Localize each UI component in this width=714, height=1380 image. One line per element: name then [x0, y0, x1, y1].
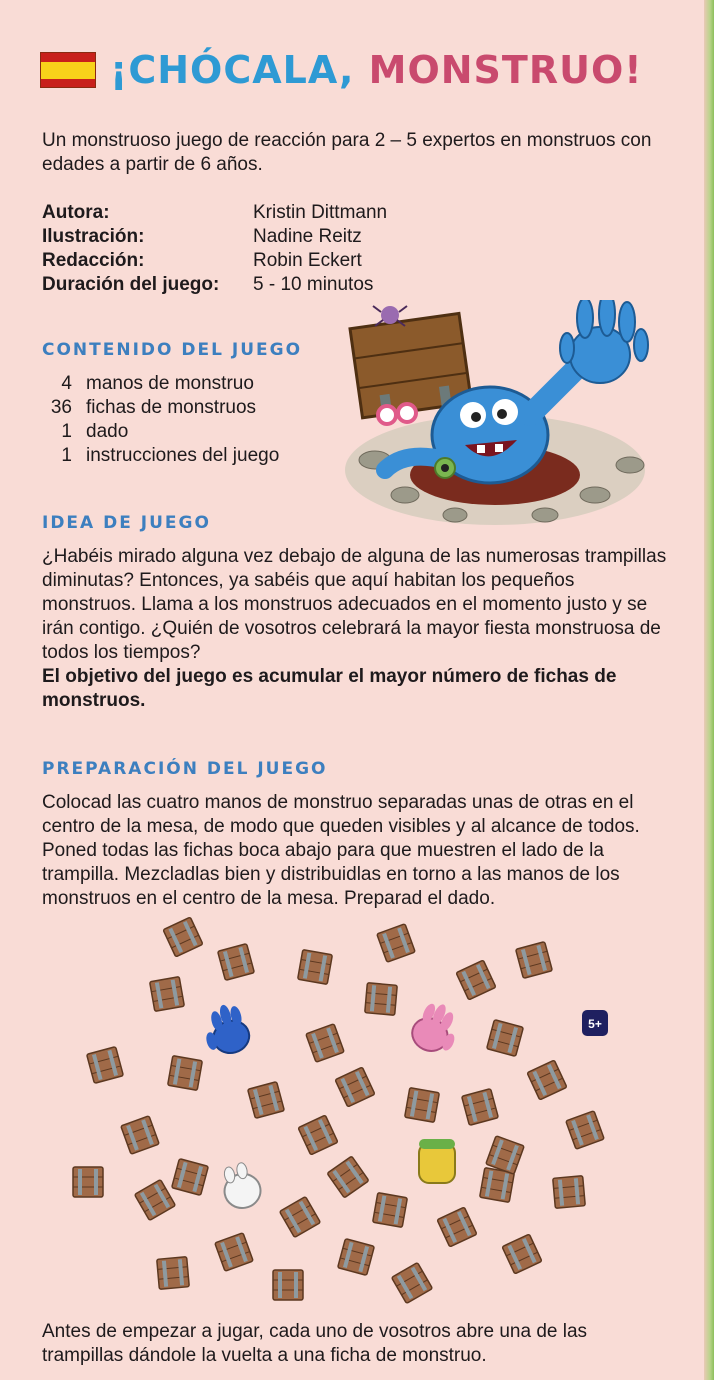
white-hand-icon [220, 1160, 263, 1211]
trapdoor-tile-icon [298, 1115, 338, 1155]
credit-row [42, 249, 387, 273]
trapdoor-tile-icon [437, 1207, 477, 1247]
trapdoor-tile-icon [73, 1167, 103, 1197]
trapdoor-tile-icon [168, 1056, 203, 1091]
credit-label: Duración del juego: [42, 274, 220, 295]
trapdoor-tile-icon [157, 1257, 190, 1290]
trapdoor-tile-icon [172, 1159, 209, 1196]
credit-label: Redacción: [42, 250, 145, 271]
title-part-2: MONSTRUO! [368, 48, 643, 92]
title-row [40, 40, 643, 100]
closing-text: Antes de empezar a jugar, cada uno de vosotros abre una de las trampillas dándole la vuelta a una ficha de monstruo. [42, 1321, 588, 1366]
intro-text: Un monstruoso juego de reacción para 2 – 5 expertos en monstruos con edades a partir de 6 años. [42, 130, 652, 175]
page-edge-decoration [704, 0, 714, 1380]
item-name: instrucciones del juego [86, 445, 280, 466]
item-name: dado [86, 421, 129, 442]
credit-row [42, 273, 387, 297]
list-item [40, 444, 279, 468]
credit-value: Kristin Dittmann [253, 202, 388, 223]
trapdoor-tile-icon [373, 1193, 408, 1228]
item-qty: 4 [61, 373, 72, 394]
list-item [40, 420, 279, 444]
pink-hand-icon [407, 997, 467, 1060]
table-setup-illustration [60, 915, 640, 1315]
preparation-heading: PREPARACIÓN DEL JUEGO [42, 759, 328, 779]
monster-trapdoor-illustration [345, 300, 660, 535]
trapdoor-tile-icon [502, 1234, 542, 1274]
trapdoor-tile-icon [527, 1060, 567, 1100]
item-qty: 1 [61, 445, 72, 466]
title-part-1: ¡CHÓCALA, [110, 48, 355, 92]
trapdoor-tile-icon [516, 942, 553, 979]
contents-heading: CONTENIDO DEL JUEGO [42, 340, 303, 360]
trapdoor-tile-icon [218, 944, 255, 981]
trapdoor-tile-icon [462, 1089, 499, 1126]
idea-heading: IDEA DE JUEGO [42, 513, 211, 533]
item-name: fichas de monstruos [86, 397, 257, 418]
blue-hand-icon [199, 1000, 253, 1058]
credits-list [42, 201, 387, 297]
trapdoor-tile-icon [338, 1239, 375, 1276]
trapdoor-tile-icon [553, 1176, 586, 1209]
preparation-text: Colocad las cuatro manos de monstruo separadas unas de otras en el centro de la mesa, de modo que queden visibles y al alcance de todos. Poned todas las fichas boca abajo para que muestren el lado de la trampilla. Mezcladlas bien y distribuidlas en torno a las manos de los monstruos en el centro de la mesa. Preparad el dado. [42, 792, 640, 909]
credit-value: Robin Eckert [253, 250, 362, 271]
trapdoor-tile-icon [456, 960, 496, 1000]
idea-section [42, 545, 672, 713]
trapdoor-tile-icon [248, 1082, 285, 1119]
trapdoor-tile-icon [87, 1047, 124, 1084]
credit-row [42, 225, 387, 249]
credit-label: Autora: [42, 202, 110, 223]
trapdoor-tile-icon [273, 1270, 303, 1300]
trapdoor-tile-icon [392, 1263, 433, 1304]
die-label: 5+ [588, 1017, 602, 1031]
item-qty: 1 [61, 421, 72, 442]
trapdoor-tile-icon [377, 924, 415, 962]
idea-text: ¿Habéis mirado alguna vez debajo de alguna de las numerosas trampillas diminutas? Entonces, ya sabéis que aquí habitan los pequeños monstruos. Llama a los monstruos adecuados en el momento justo y se irán contigo. ¿Quién de vosotros celebrará la mayor fiesta monstruosa de todos los tiempos? [42, 546, 667, 663]
page-title [110, 48, 643, 92]
trapdoor-tile-icon [135, 1180, 176, 1221]
credit-row [42, 201, 387, 225]
trapdoor-tile-icon [306, 1024, 344, 1062]
trapdoor-tile-icon [487, 1020, 524, 1057]
trapdoor-tile-icon [163, 917, 203, 957]
trapdoor-tile-icon [280, 1197, 321, 1238]
trapdoor-tile-icon [566, 1111, 604, 1149]
trapdoor-tile-icon [215, 1233, 253, 1271]
trapdoor-tile-icon [298, 950, 333, 985]
yellow-hand-icon [419, 1139, 455, 1183]
trapdoor-tile-icon [335, 1067, 375, 1107]
credit-value: Nadine Reitz [253, 226, 362, 247]
trapdoor-tile-icon [327, 1156, 369, 1198]
credit-label: Ilustración: [42, 226, 145, 247]
item-qty: 36 [50, 397, 72, 418]
contents-list [40, 372, 279, 468]
credit-value: 5 - 10 minutos [253, 274, 374, 295]
item-name: manos de monstruo [86, 373, 254, 394]
trapdoor-tile-icon [365, 983, 398, 1016]
tile-group [73, 917, 604, 1303]
die-icon [582, 1010, 608, 1036]
list-item [40, 372, 279, 396]
spain-flag-icon [40, 52, 96, 88]
trapdoor-tile-icon [150, 977, 185, 1012]
trapdoor-tile-icon [405, 1088, 440, 1123]
idea-goal: El objetivo del juego es acumular el mayor número de fichas de monstruos. [42, 666, 617, 711]
trapdoor-tile-icon [121, 1116, 159, 1154]
list-item [40, 396, 279, 420]
